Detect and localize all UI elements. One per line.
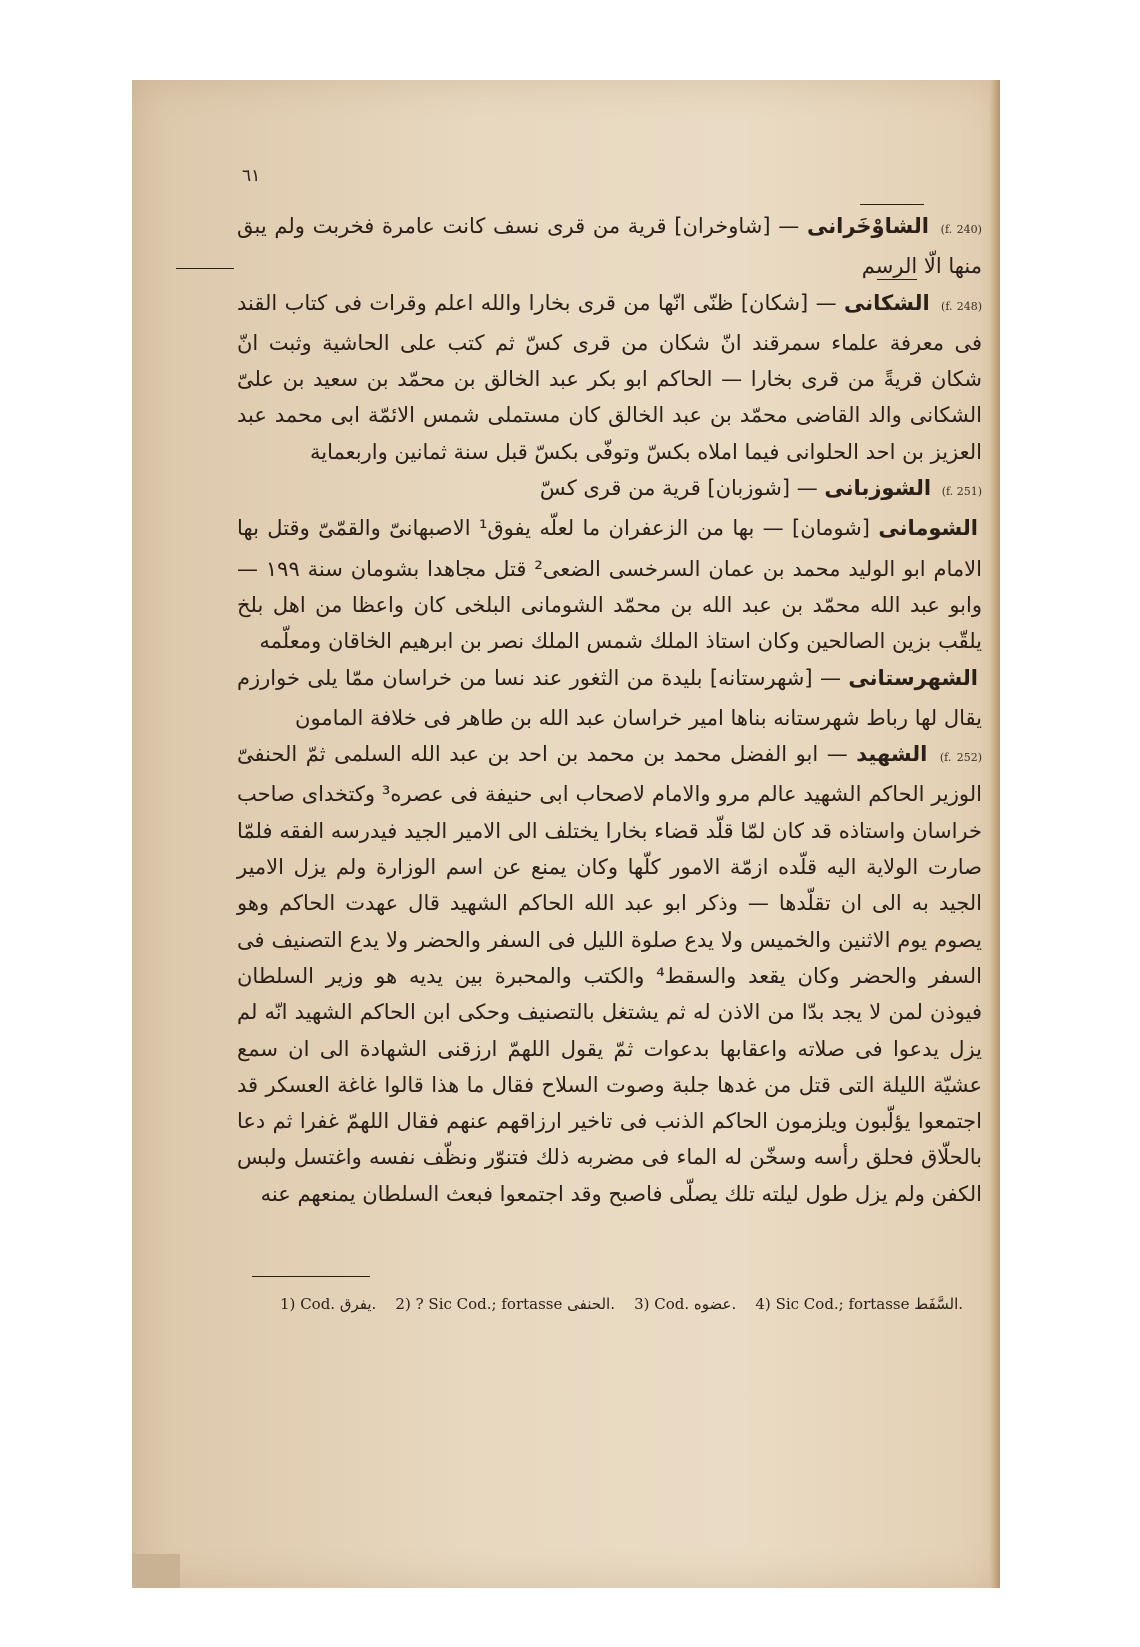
footnote-text: Cod. bbox=[300, 1295, 336, 1313]
footnote-arabic: الحنفى bbox=[567, 1295, 611, 1313]
footnote-arabic: السَّفَط bbox=[914, 1295, 959, 1313]
folio-ref: (f. 248) bbox=[941, 299, 982, 313]
folio-ref: (f. 240) bbox=[940, 223, 982, 236]
footnote-punct: . bbox=[610, 1295, 615, 1313]
entry bbox=[237, 470, 982, 510]
entry-text: — [شوزبان] قرية من قرى كسّ bbox=[539, 476, 818, 501]
footnote bbox=[280, 1295, 381, 1313]
page-corner-mark bbox=[132, 1554, 180, 1588]
footnote-number: 1) bbox=[280, 1295, 296, 1313]
entry bbox=[237, 285, 982, 470]
entry-text: — [شكان] ظنّى انّها من قرى بخارا والله اعلم وقرات فى كتاب القند فى معرفة علماء سمرقند انّ شكان من قرى كسّ ثم كتب على الحاشية وثبت انّ شكان قريةً من قرى بخارا — الحاكم ابو بكر عبد الخالق بن محمّد بن سعيد بن علىّ الشكانى والد القاضى محمّد بن عبد الخالق كان مستملى شمس الائمّة ابى محمد عبد العزيز بن احد الحلوانى فيما املاه بكسّ وتوفّى بكسّ قبل سنة ثمانين واربعماية bbox=[237, 290, 982, 464]
footnote-punct: . bbox=[958, 1295, 964, 1313]
headword: الشهيد bbox=[856, 742, 928, 767]
footnote-arabic: عضوه bbox=[693, 1295, 732, 1313]
headword: الشاوْخَرانى bbox=[807, 214, 929, 238]
footnote-text: Cod. bbox=[654, 1295, 690, 1313]
footnote-text: Sic Cod.; fortasse bbox=[775, 1295, 910, 1313]
entry bbox=[237, 208, 982, 285]
entry-text: [شومان] — بها من الزعفران ما لعلّه يفوق¹ الاصبهانىّ والقمّىّ وقتل بها الامام ابو الوليد محمد بن عمان السرخسى الضعى² قتل مجاهدا بشومان سنة ١٩٩ — وابو عبد الله محمّد بن عبد الله بن محمّد الشومانى البلخى كان واعظا من اهل بلخ يلقّب بزين الصالحين وكان استاذ الملك شمس الملك نصر بن ابرهيم الخاقان ومعلّمه bbox=[237, 516, 982, 654]
folio-ref: (f. 251) bbox=[941, 485, 982, 499]
footnotes bbox=[280, 1290, 970, 1318]
footnote-arabic: يفرق bbox=[339, 1295, 372, 1313]
page-number: ٦١ bbox=[242, 166, 261, 186]
main-text bbox=[237, 208, 982, 1212]
entry bbox=[237, 510, 982, 659]
headword: الشهرستانى bbox=[848, 665, 978, 690]
headword: الشومانى bbox=[878, 516, 978, 541]
folio-ref: (f. 252) bbox=[939, 751, 982, 765]
headword: الشوزبانى bbox=[824, 476, 932, 501]
footnote bbox=[755, 1295, 963, 1313]
footnote-text: ? Sic Cod.; fortasse bbox=[415, 1295, 563, 1313]
page-edge-shadow bbox=[990, 80, 1000, 1588]
footnote-punct: . bbox=[731, 1295, 737, 1313]
entry bbox=[237, 660, 982, 737]
headword-rule bbox=[860, 204, 924, 205]
entry-text: — [شهرستانه] بليدة من الثغور عند نسا من خراسان ممّا يلى خوارزم يقال لها رباط شهرستانه بناها امير خراسان عبد الله بن طاهر فى خلافة المامون bbox=[237, 665, 982, 730]
footnote-number: 3) bbox=[634, 1295, 650, 1313]
headword: الشكانى bbox=[843, 290, 930, 315]
scanned-page bbox=[132, 80, 1000, 1588]
headword-rule bbox=[176, 268, 234, 269]
entry bbox=[237, 736, 982, 1212]
footnote-number: 2) bbox=[395, 1295, 411, 1313]
footnote-punct: . bbox=[371, 1295, 377, 1313]
entry-text: — [شاوخران] قرية من قرى نسف كانت عامرة فخربت ولم يبق منها الّا الرسم bbox=[237, 214, 982, 279]
footnote-divider bbox=[252, 1276, 370, 1277]
footnote bbox=[634, 1295, 741, 1313]
entry-text: — ابو الفضل محمد بن محمد بن احد بن عبد الله السلمى ثمّ الحنفىّ الوزير الحاكم الشهيد عالم مرو والامام لاصحاب ابى حنيفة فى عصره³ وكتخداى صاحب خراسان واستاذه قد كان لمّا قلّد قضاء بخارا يختلف الى الامير الجيد فيدرسه الفقه فلمّا صارت الولاية اليه قلّده ازمّة الامور كلّها وكان يمنع عن اسم الوزارة ولم يزل الامير الجيد به الى ان تقلّدها — وذكر ابو عبد الله الحاكم الشهيد قال عهدت الحاكم وهو يصوم يوم الاثنين والخميس ولا يدع صلوة الليل فى السفر والحضر ولا يدع التصنيف فى السفر والحضر وكان يقعد والسقط⁴ والكتب والمحبرة بين يديه هو وزير السلطان فيوذن لمن لا يجد بدّا من الاذن له ثم يشتغل بالتصنيف وحكى ابن الحاكم الشهيد انّه لم يزل يدعوا فى صلاته واعقابها بدعوات ثمّ يقول اللهمّ ارزقنى الشهادة الى ان سمع عشيّة الليلة التى قتل من غدها جلبة وصوت السلاح فقال ما هذا قالوا غاغة العسكر قد اجتمعوا يؤلّبون ويلزمون الحاكم الذنب فى تاخير ارزاقهم عنهم فقال اللهمّ غفرا ثم دعا بالحلّاق فحلق رأسه وسخّن له الماء فى مضربه ذلك فتنوّر ونظّف نفسه واغتسل ولبس الكفن ولم يزل طول ليلته تلك يصلّى فاصبح وقد اجتمعوا فبعث السلطان يمنعهم عنه bbox=[237, 742, 982, 1206]
footnote-number: 4) bbox=[755, 1295, 771, 1313]
footnote bbox=[395, 1295, 619, 1313]
